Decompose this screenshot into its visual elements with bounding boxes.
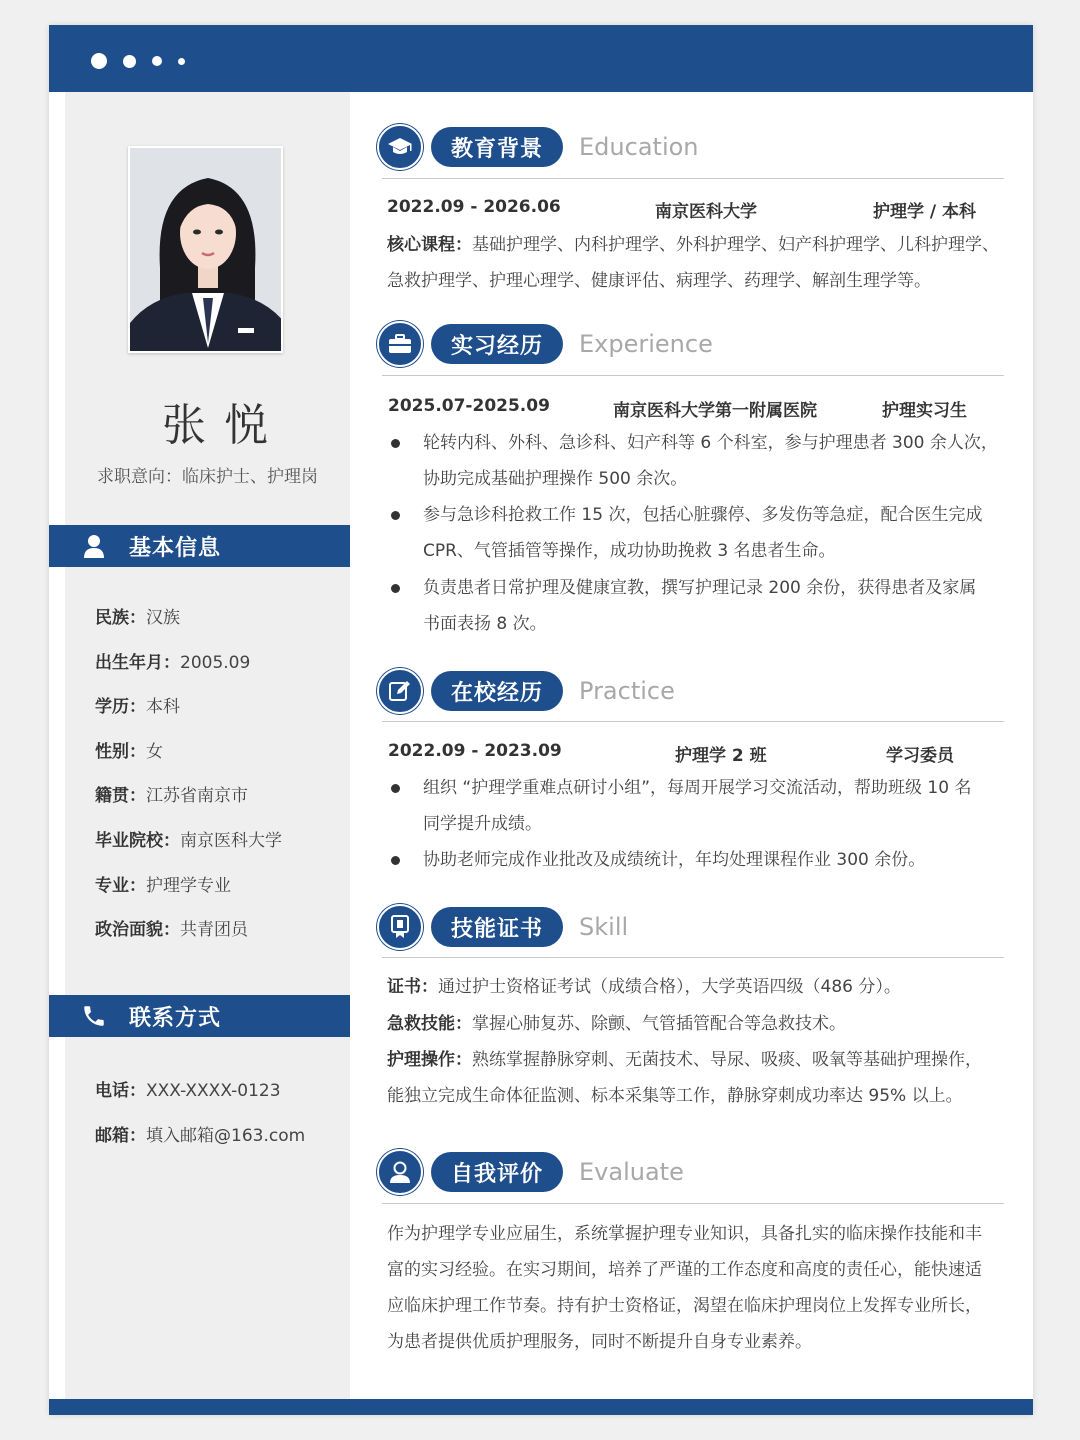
skill-cert: 证书：通过护士资格证考试（成绩合格），大学英语四级（486 分）。 — [387, 977, 901, 997]
experience-org: 南京医科大学第一附属医院 — [613, 401, 817, 421]
info-birth: 出生年月：2005.09 — [95, 653, 251, 673]
info-major: 专业：护理学专业 — [95, 876, 231, 896]
bullet-dot — [391, 784, 400, 793]
education-title: 教育背景 — [431, 127, 563, 167]
education-school: 南京医科大学 — [655, 202, 757, 222]
user-profile-icon — [377, 1149, 423, 1195]
education-date: 2022.09 - 2026.06 — [387, 197, 561, 217]
experience-role: 护理实习生 — [882, 401, 967, 421]
divider — [382, 178, 1004, 179]
divider — [382, 957, 1004, 958]
list-item: 组织 “护理学重难点研讨小组”，每周开展学习交流活动，帮助班级 10 名 同学提升成绩。 — [387, 770, 1005, 842]
divider — [382, 721, 1004, 722]
skill-title: 技能证书 — [431, 907, 563, 947]
practice-role: 学习委员 — [886, 746, 954, 766]
info-hometown: 籍贯：江苏省南京市 — [95, 786, 248, 806]
bullet-dot — [391, 511, 400, 520]
education-courses: 核心课程：基础护理学、内科护理学、外科护理学、妇产科护理学、儿科护理学、 急救护理学、护理心理学、健康评估、病理学、药理学、解剖生理学等。 — [387, 235, 999, 291]
basic-info-header — [49, 525, 350, 567]
info-gender: 性别：女 — [95, 742, 163, 762]
skill-first-aid: 急救技能：掌握心肺复苏、除颤、气管插管配合等急救技术。 — [387, 1014, 846, 1034]
dot-icon — [152, 56, 162, 66]
sidebar-edge — [49, 92, 65, 1399]
practice-date: 2022.09 - 2023.09 — [388, 741, 562, 761]
skill-nursing: 护理操作：熟练掌握静脉穿刺、无菌技术、导尿、吸痰、吸氧等基础护理操作， 能独立完成生命体征监测、标本采集等工作，静脉穿刺成功率达 95% 以上。 — [387, 1050, 982, 1106]
bottom-bar — [49, 1399, 1033, 1415]
top-bar — [49, 25, 1033, 92]
contact-phone: 电话：XXX-XXXX-0123 — [95, 1081, 281, 1101]
list-item: 协助老师完成作业批改及成绩统计，年均处理课程作业 300 余份。 — [387, 842, 1005, 878]
resume-page — [49, 25, 1033, 1415]
dot-icon — [178, 58, 185, 65]
evaluate-en: Evaluate — [579, 1158, 684, 1186]
window-dots — [91, 53, 201, 69]
briefcase-icon — [377, 321, 423, 367]
practice-header — [377, 668, 675, 714]
experience-title: 实习经历 — [431, 324, 563, 364]
skill-en: Skill — [579, 913, 629, 941]
education-major: 护理学 / 本科 — [873, 202, 977, 222]
info-ethnicity: 民族：汉族 — [95, 608, 180, 628]
practice-en: Practice — [579, 677, 675, 705]
divider — [382, 1203, 1004, 1204]
bullet-dot — [391, 439, 400, 448]
dot-icon — [91, 53, 107, 69]
profile-photo — [128, 146, 283, 353]
certificate-icon — [377, 904, 423, 950]
contact-email: 邮箱：填入邮箱@163.com — [95, 1126, 306, 1146]
contact-header — [49, 995, 350, 1037]
bullet-dot — [391, 584, 400, 593]
list-item: 轮转内科、外科、急诊科、妇产科等 6 个科室，参与护理患者 300 余人次， 协助完成基础护理操作 500 余次。 — [387, 425, 1005, 497]
evaluate-header — [377, 1149, 684, 1195]
phone-icon — [79, 1001, 109, 1031]
list-item: 负责患者日常护理及健康宣教，撰写护理记录 200 余份，获得患者及家属 书面表扬 8 次。 — [387, 570, 1005, 642]
basic-info-title: 基本信息 — [129, 535, 222, 561]
graduation-cap-icon — [377, 124, 423, 170]
info-political: 政治面貌：共青团员 — [95, 920, 248, 940]
practice-class: 护理学 2 班 — [675, 746, 767, 766]
education-header — [377, 124, 699, 170]
divider — [382, 375, 1004, 376]
contact-title: 联系方式 — [129, 1005, 222, 1031]
experience-en: Experience — [579, 330, 713, 358]
self-evaluation: 作为护理学专业应届生，系统掌握护理专业知识，具备扎实的临床操作技能和丰 富的实习经验。在实习期间，培养了严谨的工作态度和高度的责任心，能快速适 应临床护理工作节奏。持有护士资格证，渴望在临床护理岗位上发挥专业所长， 为患者提供优质护理服务，同时不断提升自身专业素养。 — [387, 1224, 982, 1352]
experience-date: 2025.07-2025.09 — [388, 396, 550, 416]
person-icon — [79, 531, 109, 561]
education-en: Education — [579, 133, 699, 161]
job-intent: 求职意向：临床护士、护理岗 — [97, 467, 318, 487]
skill-header — [377, 904, 628, 950]
edit-icon — [377, 668, 423, 714]
bullet-dot — [391, 856, 400, 865]
practice-title: 在校经历 — [431, 671, 563, 711]
info-degree: 学历：本科 — [95, 697, 180, 717]
experience-header — [377, 321, 713, 367]
candidate-name: 张悦 — [162, 400, 286, 451]
list-item: 参与急诊科抢救工作 15 次，包括心脏骤停、多发伤等急症，配合医生完成 CPR、气管插管等操作，成功协助挽救 3 名患者生命。 — [387, 497, 1005, 569]
dot-icon — [123, 55, 136, 68]
evaluate-title: 自我评价 — [431, 1152, 563, 1192]
info-school: 毕业院校：南京医科大学 — [95, 831, 282, 851]
